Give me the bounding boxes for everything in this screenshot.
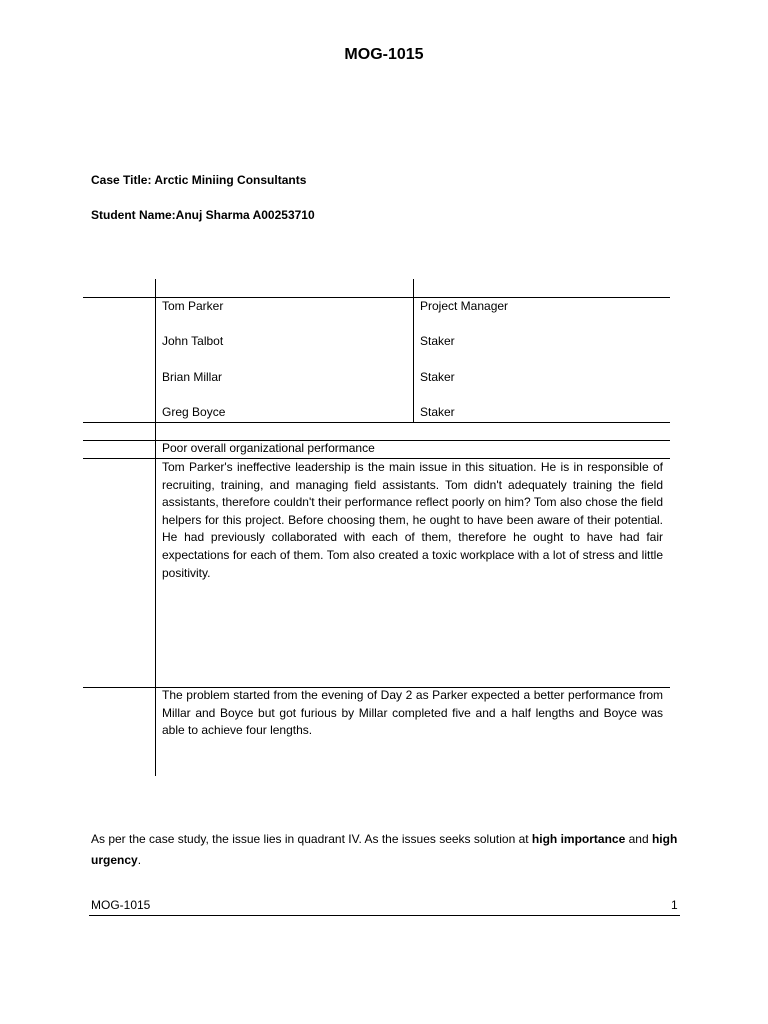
conclusion-text: As per the case study, the issue lies in quadrant IV. As the issues seeks solution at: [91, 832, 532, 846]
student-name: Student Name:Anuj Sharma A00253710: [91, 208, 315, 222]
stakeholder-name: Brian Millar: [162, 370, 223, 384]
case-title: Case Title: Arctic Miniing Consultants: [91, 173, 307, 187]
problem-timeline: The problem started from the evening of Day 2 as Parker expected a better performance from Millar and Boyce but got furious by Millar completed five and a half lengths and Boyce was able to achieve four lengths.: [162, 688, 663, 738]
table-divider-left: [155, 279, 156, 776]
footer-page-number: 1: [671, 898, 678, 912]
stakeholder-name: Greg Boyce: [162, 405, 226, 419]
stakeholder-role: Staker: [420, 334, 455, 348]
problem-details: Tom Parker's ineffective leadership is the main issue in this situation. He is in responsible of recruiting, training, and managing field assistants. Tom didn't adequately training the field assistants, therefore couldn't their performance reflect poorly on him? Tom also chose the field helpers for this project. Before choosing them, he ought to have been aware of their potential. He had previously collaborated with each of them, therefore he ought to have had fair expectations for each of them. Tom also created a toxic workplace with a lot of stress and little positivity.: [162, 460, 663, 580]
conclusion-emphasis-importance: high importance: [531, 832, 626, 846]
conclusion-text: and: [625, 832, 652, 846]
stakeholder-role: Project Manager: [420, 299, 509, 313]
conclusion-emphasis-urgency: high urgency: [91, 832, 678, 867]
table-divider-middle: [413, 279, 414, 423]
problem-summary: Poor overall organizational performance: [162, 441, 375, 455]
conclusion-text: .: [137, 853, 142, 867]
footer-rule: [89, 915, 680, 916]
footer-doc-code: MOG-1015: [91, 898, 151, 912]
page-title: MOG-1015: [344, 46, 424, 63]
stakeholder-name: Tom Parker: [162, 299, 224, 313]
stakeholder-role: Staker: [420, 405, 455, 419]
table-rule: [83, 422, 670, 423]
stakeholder-role: Staker: [420, 370, 455, 384]
conclusion-paragraph: [91, 829, 679, 871]
stakeholder-name: John Talbot: [162, 334, 224, 348]
